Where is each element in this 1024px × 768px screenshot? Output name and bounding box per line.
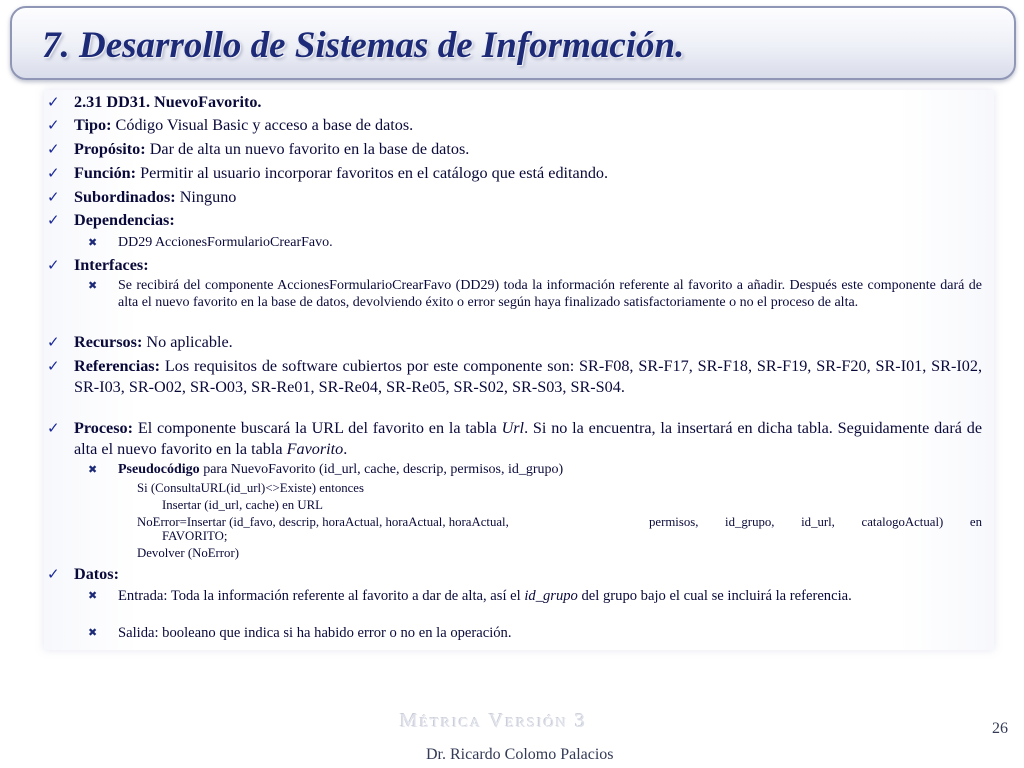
code-line-3-cont: permisos, id_grupo, id_url, catalogoActual) en	[649, 515, 982, 529]
check-icon: ✓	[47, 419, 60, 437]
sub-item-pseudocodigo	[88, 461, 982, 478]
code-line-3: NoError=Insertar (id_favo, descrip, horaActual, horaActual, horaActual,	[137, 515, 509, 529]
cross-icon: ✖	[88, 589, 98, 602]
item-proceso	[47, 418, 983, 460]
item-datos	[47, 564, 982, 585]
item-dependencias	[47, 210, 982, 231]
item-text: . Si no la encuentra, la insertará en dicha tabla. Seguidamente dará de alta el nuevo favorito en la tabla	[74, 419, 983, 458]
item-label: Proceso:	[74, 419, 134, 437]
code-line-5: Devolver (NoError)	[137, 546, 239, 560]
sub-item-dependencias	[88, 234, 982, 251]
check-icon: ✓	[47, 140, 60, 158]
item-funcion	[47, 163, 982, 184]
sub-item-text: del grupo bajo el cual se incluirá la referencia.	[577, 588, 852, 604]
sub-item-text: Salida: booleano que indica si ha habido error o no en la operación.	[118, 625, 512, 641]
item-text: No aplicable.	[142, 333, 233, 351]
item-recursos	[47, 332, 982, 353]
item-label: Función:	[74, 164, 137, 182]
table-name-favorito: Favorito	[286, 440, 344, 458]
pseudo-text: para NuevoFavorito (id_url, cache, descrip, permisos, id_grupo)	[199, 462, 564, 477]
sub-item-entrada	[88, 587, 982, 605]
item-label: Dependencias:	[74, 211, 175, 229]
sub-item-text: DD29 AccionesFormularioCrearFavo.	[118, 235, 333, 250]
title-bar	[10, 6, 1016, 80]
item-text: Permitir al usuario incorporar favoritos en el catálogo que está editando.	[136, 164, 609, 182]
code-line-1: Si (ConsultaURL(id_url)<>Existe) entonces	[137, 481, 364, 495]
sub-item-italic: id_grupo	[524, 588, 578, 604]
code-line-2: Insertar (id_url, cache) en URL	[162, 498, 323, 512]
check-icon: ✓	[47, 164, 60, 182]
item-heading	[47, 92, 982, 113]
item-label: Propósito:	[74, 140, 146, 158]
code-line-4: FAVORITO;	[162, 529, 228, 543]
item-proposito	[47, 139, 982, 160]
check-icon: ✓	[47, 565, 60, 583]
item-text: Los requisitos de software cubiertos por este componente son: SR-F08, SR-F17, SR-F18, SR-F19, SR-F20, SR-I01, SR-I02, SR-I03, SR-O02, SR-O03, SR-Re01, SR-Re04, SR-Re05, SR-S02, SR-S03, SR-S04.	[74, 357, 982, 396]
item-heading-text: 2.31 DD31. NuevoFavorito.	[74, 93, 262, 111]
sub-item-salida	[88, 624, 982, 642]
check-icon: ✓	[47, 357, 60, 375]
author: Dr. Ricardo Colomo Palacios	[426, 746, 614, 763]
pseudo-label: Pseudocódigo	[118, 462, 200, 477]
check-icon: ✓	[47, 188, 60, 206]
check-icon: ✓	[47, 256, 60, 274]
item-label: Subordinados:	[74, 188, 176, 206]
table-name-url: Url	[501, 419, 525, 437]
item-referencias	[47, 356, 982, 398]
item-text: Dar de alta un nuevo favorito en la base de datos.	[145, 140, 470, 158]
cross-icon: ✖	[88, 626, 98, 639]
item-label: Interfaces:	[74, 256, 149, 274]
watermark: Métrica Versión 3	[400, 710, 587, 732]
item-label: Datos:	[74, 565, 119, 583]
check-icon: ✓	[47, 93, 60, 111]
sub-item-text: Entrada: Toda la información referente al favorito a dar de alta, así el	[118, 588, 525, 604]
sub-item-text: Se recibirá del componente AccionesFormularioCrearFavo (DD29) toda la información referente al favorito a añadir. Después este componente dará de alta el nuevo favorito en la base de datos, devolviendo éxito o error según haya finalizado satisfactoriamente o no el proceso de alta.	[118, 278, 982, 310]
cross-icon: ✖	[88, 463, 98, 476]
slide-title: 7. Desarrollo de Sistemas de Información.	[42, 25, 685, 66]
item-text: Código Visual Basic y acceso a base de datos.	[111, 116, 414, 134]
sub-item-interfaces	[88, 277, 982, 311]
cross-icon: ✖	[88, 236, 98, 249]
cross-icon: ✖	[88, 279, 98, 292]
item-label: Tipo:	[74, 116, 112, 134]
item-tipo	[47, 115, 982, 136]
item-text: .	[343, 440, 348, 458]
item-interfaces	[47, 255, 982, 276]
check-icon: ✓	[47, 333, 60, 351]
check-icon: ✓	[47, 211, 60, 229]
check-icon: ✓	[47, 116, 60, 134]
item-label: Referencias:	[74, 357, 160, 375]
item-label: Recursos:	[74, 333, 143, 351]
item-text: Ninguno	[175, 188, 237, 206]
item-subordinados	[47, 187, 982, 208]
page-number: 26	[992, 720, 1008, 737]
item-text: El componente buscará la URL del favorito en la tabla	[133, 419, 502, 437]
